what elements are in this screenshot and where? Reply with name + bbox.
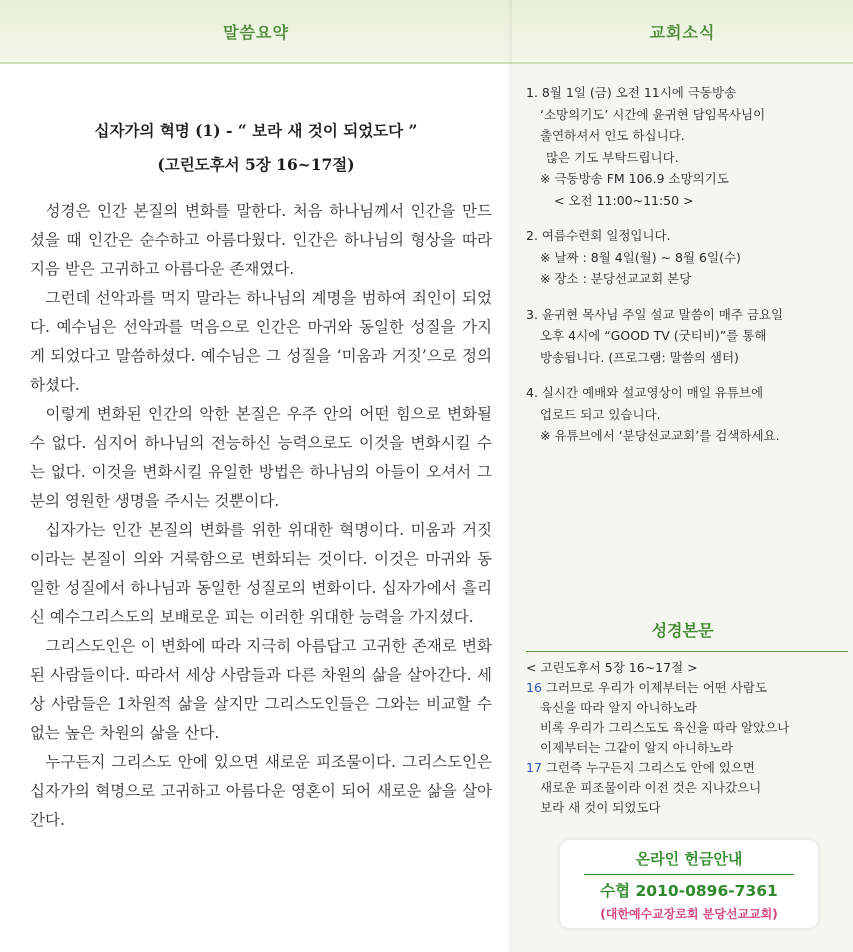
news-line: 4. 실시간 예배와 설교영상이 매일 유튜브에 (526, 385, 764, 400)
verse-text: 그런즉 누구든지 그리스도 안에 있으면 (545, 760, 755, 775)
offering-title: 온라인 헌금안내 (635, 850, 743, 868)
news-line: 많은 기도 부탁드립니다. (546, 149, 679, 165)
news-line: < 오전 11:00~11:50 > (554, 192, 694, 208)
news-line: 2. 여름수련회 일정입니다. (526, 228, 671, 243)
offering-divider (584, 874, 794, 875)
church-news-header-label: 교회소식 (649, 22, 716, 42)
scripture-line (526, 758, 848, 778)
sermon-paragraph: 누구든지 그리스도 안에 있으면 새로운 피조물이다. 그리스도인은 십자가의 혁명으로 고귀하고 아름다운 영혼이 되어 새로운 삶을 살아간다. (30, 753, 492, 829)
news-line: 오후 4시에 “GOOD TV (굿티비)”를 통해 (540, 328, 767, 343)
scripture-title: 성경본문 (651, 621, 714, 640)
sermon-paragraph: 십자가는 인간 본질의 변화를 위한 위대한 혁명이다. 미움과 거짓이라는 본질이 의와 거룩함으로 변화되는 것이다. 이것은 마귀와 동일한 성질에서 하나님과 동일한 성질로의 변화이다. 십자가에서 흘리신 예수그리스도의 보배로운 피는 이러한 위대한 능력을 가지셨다. (30, 521, 492, 626)
scripture-line (526, 698, 848, 718)
sermon-summary-header (0, 0, 512, 64)
scripture-line (526, 798, 848, 818)
news-item (526, 225, 846, 290)
scripture-line (526, 778, 848, 798)
news-line: ※ 날짜 : 8월 4일(월) ~ 8월 6일(수) (540, 249, 741, 265)
sermon-paragraph: 그런데 선악과를 먹지 말라는 하나님의 계명을 범하여 죄인이 되었다. 예수님은 선악과를 먹음으로 인간은 마귀와 동일한 성질을 가지게 되었다고 말씀하셨다. 예수님은 그 성질을 ‘미움과 거짓’으로 정의하셨다. (30, 289, 492, 394)
news-item (526, 82, 846, 211)
scripture-reference: < 고린도후서 5장 16~17절 > (526, 660, 698, 675)
sermon-paragraph: 성경은 인간 본질의 변화를 말한다. 처음 하나님께서 인간을 만드셨을 때 인간은 순수하고 아름다웠다. 인간은 하나님의 형상을 따라 지음 받은 고귀하고 아름다운 존재였다. (30, 202, 492, 278)
church-news-panel (512, 0, 853, 952)
scripture-line (526, 738, 848, 758)
verse-text: 새로운 피조물이라 이전 것은 지나갔으니 (540, 780, 762, 795)
news-line: 업로드 되고 있습니다. (540, 406, 661, 422)
verse-number: 16 (526, 680, 542, 695)
church-news-header (512, 0, 853, 64)
scripture-line (526, 718, 848, 738)
sermon-paragraph: 그리스도인은 이 변화에 따라 지극히 아름답고 고귀한 존재로 변화된 사람들이다. 따라서 세상 사람들과 다른 차원의 삶을 살아간다. 세상 사람들은 1차원적 삶을 살지만 그리스도인들은 그와는 비교할 수 없는 높은 차원의 삶을 산다. (30, 637, 492, 742)
verse-number: 17 (526, 760, 542, 775)
news-line: ‘소망의기도’ 시간에 윤귀현 담임목사님이 (540, 106, 766, 122)
scripture-text (526, 651, 848, 818)
news-item (526, 382, 846, 447)
news-line: ※ 장소 : 분당선교교회 본당 (540, 271, 692, 286)
news-line: 방송됩니다. (프로그램: 말씀의 샘터) (540, 349, 739, 365)
scripture-line (526, 678, 848, 698)
news-item (526, 304, 846, 369)
sermon-paragraph: 이렇게 변화된 인간의 악한 본질은 우주 안의 어떤 힘으로 변화될 수 없다. 심지어 하나님의 전능하신 능력으로도 이것을 변화시킬 수는 없다. 이것을 변화시킬 유일한 방법은 하나님의 아들이 오셔서 그분의 영원한 생명을 주시는 것뿐이다. (30, 405, 492, 510)
news-line: ※ 유튜브에서 ‘분당선교교회’를 검색하세요. (540, 428, 780, 443)
sermon-summary-header-label: 말씀요약 (223, 22, 289, 42)
sermon-reference: (고린도후서 5장 16~17절) (157, 155, 355, 174)
verse-text: 보라 새 것이 되었도다 (540, 800, 661, 815)
verse-text: 육신을 따라 알지 아니하노라 (540, 700, 697, 715)
offering-account-number: 수협 2010-0896-7361 (600, 882, 778, 900)
sermon-title: 십자가의 혁명 (1) - “ 보라 새 것이 되었도다 ” (94, 121, 418, 140)
news-line: 1. 8월 1일 (금) 오전 11시에 극동방송 (526, 85, 737, 100)
news-line: ※ 극동방송 FM 106.9 소망의기도 (540, 171, 729, 186)
sermon-body (30, 197, 492, 835)
offering-account-holder: (대한예수교장로회 분당선교교회) (600, 907, 778, 921)
church-news-list (526, 82, 846, 461)
verse-text: 비록 우리가 그리스도도 육신을 따라 알았으나 (540, 720, 790, 735)
online-offering-box (560, 840, 818, 928)
verse-text: 이제부터는 그같이 알지 아니하노라 (540, 740, 734, 755)
news-line: 3. 윤귀현 목사님 주일 설교 말씀이 매주 금요일 (526, 306, 784, 322)
news-line: 출연하셔서 인도 하십니다. (540, 128, 685, 143)
verse-text: 그러므로 우리가 이제부터는 어떤 사람도 (545, 680, 768, 695)
